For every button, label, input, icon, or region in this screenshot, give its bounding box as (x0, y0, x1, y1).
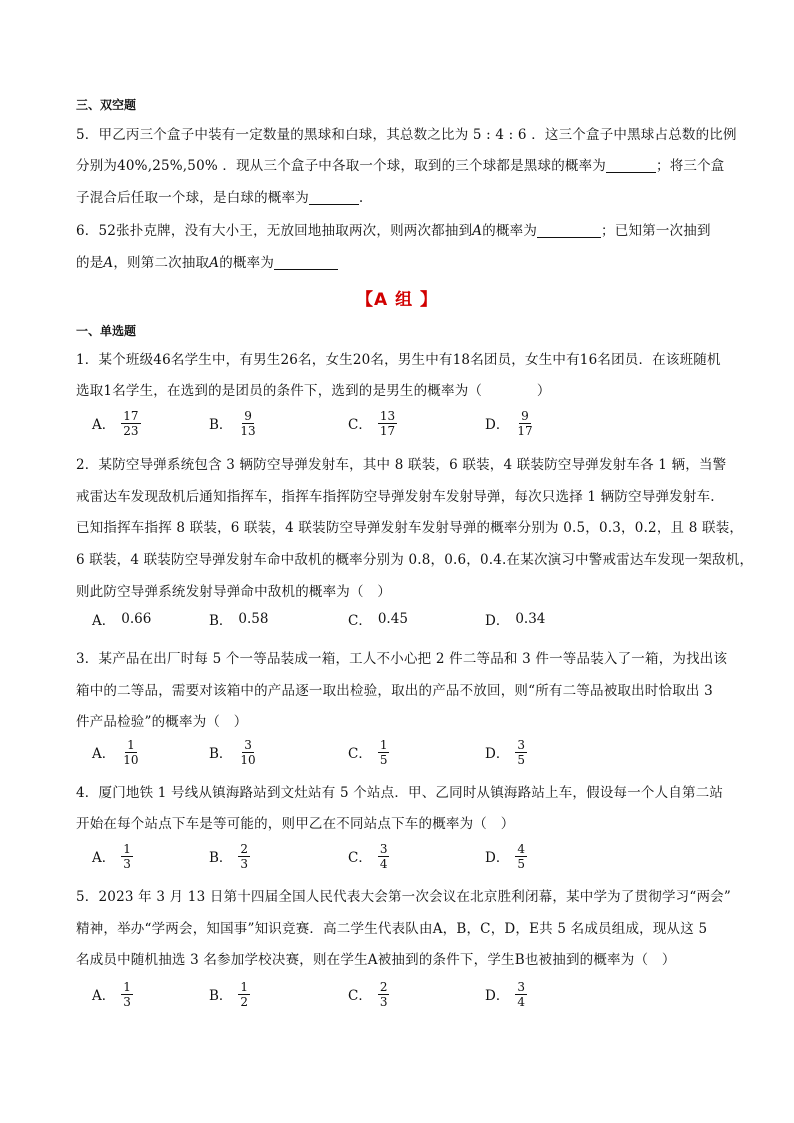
q6-top-line-1: 6．52张扑克牌，没有大小王，无放回地抽取两次，则两次都抽到A的概率为 ；已知第一次抽到 (76, 223, 711, 239)
fraction: $\frac{1}{5}$ (379, 737, 388, 767)
q3-line-3: 件产品检验”的概率为（ ） (76, 714, 248, 730)
group-title: 【A 组 】 (356, 290, 438, 310)
q5-line-3: 名成员中随机抽选 3 名参加学校决赛，则在学生A被抽到的条件下，学生B也被抽到的概率为（ ） (76, 952, 676, 968)
q6-top-line-2: 的是A，则第二次抽取A的概率为 (76, 251, 338, 271)
fraction: $\frac{9}{13}$ (240, 408, 256, 438)
q2-line-4: 6 联装，4 联装防空导弹发射车命中敌机的概率分别为 0.8，0.6，0.4.在某次演习中警戒雷达车发现一架敌机， (76, 552, 754, 568)
fraction: $\frac{13}{17}$ (379, 408, 396, 438)
option-a[interactable]: A． $\frac{17}{23}$ (92, 408, 139, 438)
q1-line-2: 选取1名学生，在选到的是团员的条件下，选到的是男生的概率为（ ） (76, 383, 551, 399)
section-heading-double-blank: 三、双空题 (76, 98, 137, 112)
fraction: $\frac{1}{10}$ (123, 737, 139, 767)
answer-blank (537, 223, 601, 238)
q5-line-2: 精神，举办“学两会，知国事”知识竞赛．高二学生代表队由A，B，C，D，E共 5 名成员组成，现从这 5 (76, 921, 708, 937)
option-b[interactable]: B． $\frac{9}{13}$ (209, 408, 256, 438)
q2-line-1: 2．某防空导弹系统包含 3 辆防空导弹发射车，其中 8 联装，6 联装，4 联装防空导弹发射车各 1 辆，当警 (76, 457, 727, 473)
fraction: $\frac{9}{17}$ (517, 408, 533, 438)
option-c[interactable]: C． $\frac{3}{4}$ (348, 841, 388, 871)
q5-top-line-2: 分别为40%,25%,50% ．现从三个盒子中各取一个球，取到的三个球都是黑球的概率为 ；将三个盒 (76, 158, 725, 174)
q3-line-2: 箱中的二等品，需要对该箱中的产品逐一取出检验，取出的产品不放回，则“所有二等品被取出时恰取出 3 (76, 683, 713, 699)
q3-line-1: 3．某产品在出厂时每 5 个一等品装成一箱，工人不小心把 2 件二等品和 3 件一等品装入了一箱，为找出该 (76, 651, 728, 667)
q4-line-1: 4．厦门地铁 1 号线从镇海路站到文灶站有 5 个站点．甲、乙同时从镇海路站上车，假设每一个人自第二站 (76, 785, 724, 801)
fraction: $\frac{3}{4}$ (379, 841, 388, 871)
fraction: $\frac{2}{3}$ (379, 979, 388, 1009)
q2-line-5: 则此防空导弹系统发射导弹命中敌机的概率为（ ） (76, 584, 392, 600)
fraction: $\frac{4}{5}$ (517, 841, 525, 871)
option-c[interactable]: C． $\frac{1}{5}$ (348, 737, 388, 767)
option-b[interactable]: B． 0.58 (209, 611, 269, 629)
option-a[interactable]: A． $\frac{1}{10}$ (92, 737, 139, 767)
option-d[interactable]: D． 0.34 (485, 611, 546, 629)
option-c[interactable]: C． $\frac{13}{17}$ (348, 408, 396, 438)
fraction: $\frac{1}{2}$ (240, 979, 249, 1009)
q2-line-2: 戒雷达车发现敌机后通知指挥车，指挥车指挥防空导弹发射车发射导弹，每次只选择 1 辆防空导弹发射车. (76, 489, 715, 505)
answer-blank (606, 158, 656, 173)
option-d[interactable]: D． $\frac{4}{5}$ (485, 841, 525, 871)
q5-top-line-3: 子混合后任取一个球，是白球的概率为 . (76, 190, 364, 206)
fraction: $\frac{1}{3}$ (123, 841, 131, 871)
answer-blank (274, 255, 338, 270)
fraction: $\frac{17}{23}$ (123, 408, 139, 438)
option-a[interactable]: A． $\frac{1}{3}$ (92, 979, 131, 1009)
option-a[interactable]: A． 0.66 (92, 611, 152, 629)
section-heading-single-choice: 一、单选题 (76, 324, 137, 338)
fraction: $\frac{1}{3}$ (123, 979, 131, 1009)
answer-blank (309, 190, 359, 205)
option-b[interactable]: B． $\frac{3}{10}$ (209, 737, 256, 767)
option-d[interactable]: D． $\frac{3}{5}$ (485, 737, 525, 767)
option-b[interactable]: B． $\frac{2}{3}$ (209, 841, 249, 871)
option-d[interactable]: D． $\frac{9}{17}$ (485, 408, 533, 438)
q5-line-1: 5．2023 年 3 月 13 日第十四届全国人民代表大会第一次会议在北京胜利闭幕，某中学为了贯彻学习“两会” (76, 889, 731, 905)
option-c[interactable]: C． 0.45 (348, 611, 408, 629)
option-b[interactable]: B． $\frac{1}{2}$ (209, 979, 249, 1009)
option-a[interactable]: A． $\frac{1}{3}$ (92, 841, 131, 871)
q1-line-1: 1．某个班级46名学生中，有男生26名，女生20名，男生中有18名团员，女生中有16名团员．在该班随机 (76, 352, 721, 368)
q5-top-line-1: 5．甲乙丙三个盒子中装有一定数量的黑球和白球，其总数之比为 5 : 4 : 6 ．这三个盒子中黑球占总数的比例 (76, 127, 737, 143)
option-d[interactable]: D． $\frac{3}{4}$ (485, 979, 525, 1009)
option-c[interactable]: C． $\frac{2}{3}$ (348, 979, 388, 1009)
fraction: $\frac{3}{5}$ (517, 737, 525, 767)
fraction: $\frac{3}{10}$ (240, 737, 256, 767)
fraction: $\frac{2}{3}$ (240, 841, 249, 871)
fraction: $\frac{3}{4}$ (517, 979, 525, 1009)
q2-line-3: 已知指挥车指挥 8 联装，6 联装，4 联装防空导弹发射车发射导弹的概率分别为 0.5，0.3，0.2，且 8 联装， (76, 520, 744, 536)
q4-line-2: 开始在每个站点下车是等可能的，则甲乙在不同站点下车的概率为（ ） (76, 816, 515, 832)
